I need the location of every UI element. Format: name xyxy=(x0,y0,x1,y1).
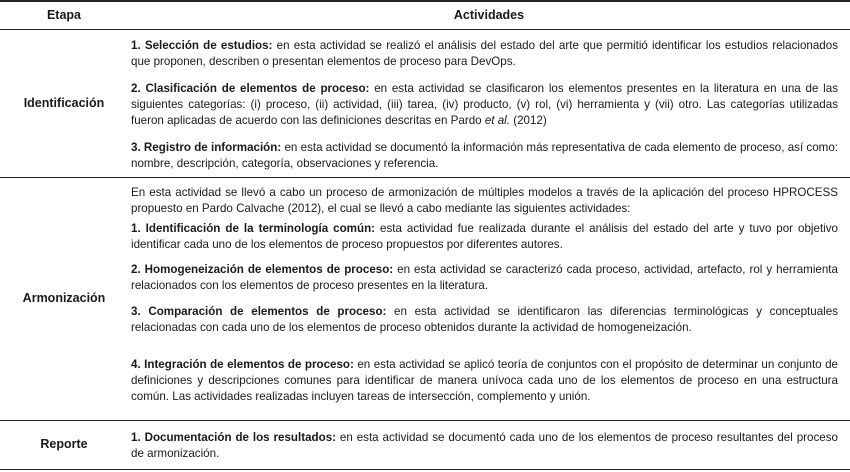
item-title: 2. Clasificación de elementos de proceso: xyxy=(131,82,370,95)
item-title: 3. Comparación de elementos de proceso: xyxy=(131,305,387,318)
item-text: en esta actividad se realizó el análisis del estado del arte que permitió identificar los estudios relacionados que proponen, describen o presentan elementos de proceso para DevOps. xyxy=(131,39,838,68)
item-seleccion xyxy=(131,38,838,70)
item-text: esta actividad fue realizada durante el análisis del estado del arte y tuvo por objetivo identificar cada uno de los elementos de proceso propuestos por diferentes autores. xyxy=(131,222,838,251)
item-title: 3. Registro de información: xyxy=(131,141,282,154)
item-title: 1. Identificación de la terminología común: xyxy=(131,222,376,235)
table-bottom-rule xyxy=(0,469,850,470)
item-registro xyxy=(131,140,838,172)
item-title: 1. Selección de estudios: xyxy=(131,39,273,52)
item-integracion xyxy=(131,357,838,405)
item-homogeneizacion xyxy=(131,262,838,294)
item-text: en esta actividad se identificaron las diferencias terminológicas y conceptuales relacionadas con cada uno de los elementos de proceso obtenidos durante la actividad de homogeneización. xyxy=(131,305,838,334)
item-tail: (2012) xyxy=(509,114,547,127)
item-text: en esta actividad se aplicó teoría de conjuntos con el propósito de determinar un conjunto de definiciones y descripciones comunes para identificar de manera unívoca cada uno de los elementos de proceso en una estructura común. Las actividades realizadas incluyen tareas de intersección, complemento y unión. xyxy=(131,358,838,403)
item-text: en esta actividad se caracterizó cada proceso, actividad, artefacto, rol y herramienta relacionados con los elementos de proceso presentes en la literatura. xyxy=(131,263,838,292)
item-text: en esta actividad se clasificaron los elementos presentes en la literatura en una de las siguientes categorías: (i) proceso, (ii) actividad, (iii) tarea, (iv) producto, (v) rol, (vi) herramienta y (vii) otro. Las categorías utilizadas fueron aplicadas de acuerdo con las definiciones descritas en Pardo xyxy=(131,82,838,127)
item-comparacion xyxy=(131,304,838,336)
item-text: en esta actividad se documentó la información más representativa de cada elemento de proceso, así como: nombre, descripción, categoría, observaciones y referencia. xyxy=(131,141,838,170)
stage-armonizacion: Armonización xyxy=(22,291,106,305)
item-documentacion xyxy=(131,430,838,462)
item-identificacion-terminologia xyxy=(131,221,838,253)
item-title: 1. Documentación de los resultados: xyxy=(131,431,337,444)
intro-armonizacion xyxy=(131,185,838,217)
row-divider xyxy=(0,177,850,178)
header-etapa: Etapa xyxy=(46,8,82,22)
item-title: 4. Integración de elementos de proceso: xyxy=(131,358,354,371)
row-divider xyxy=(0,420,850,421)
stage-identificacion: Identificación xyxy=(23,96,105,110)
item-text: en esta actividad se documentó cada uno de los elementos de proceso resultantes del proceso de armonización. xyxy=(131,431,838,460)
item-clasificacion xyxy=(131,81,838,129)
item-title: 2. Homogeneización de elementos de proceso: xyxy=(131,263,394,276)
intro-text: En esta actividad se llevó a cabo un proceso de armonización de múltiples modelos a través de la aplicación del proceso HPROCESS propuesto en Pardo Calvache (2012), el cual se llevó a cabo mediante las siguientes actividades: xyxy=(131,186,838,215)
header-actividades: Actividades xyxy=(453,8,525,22)
item-italic: et al. xyxy=(484,114,510,127)
stage-reporte: Reporte xyxy=(40,437,88,451)
table-header xyxy=(0,0,850,30)
